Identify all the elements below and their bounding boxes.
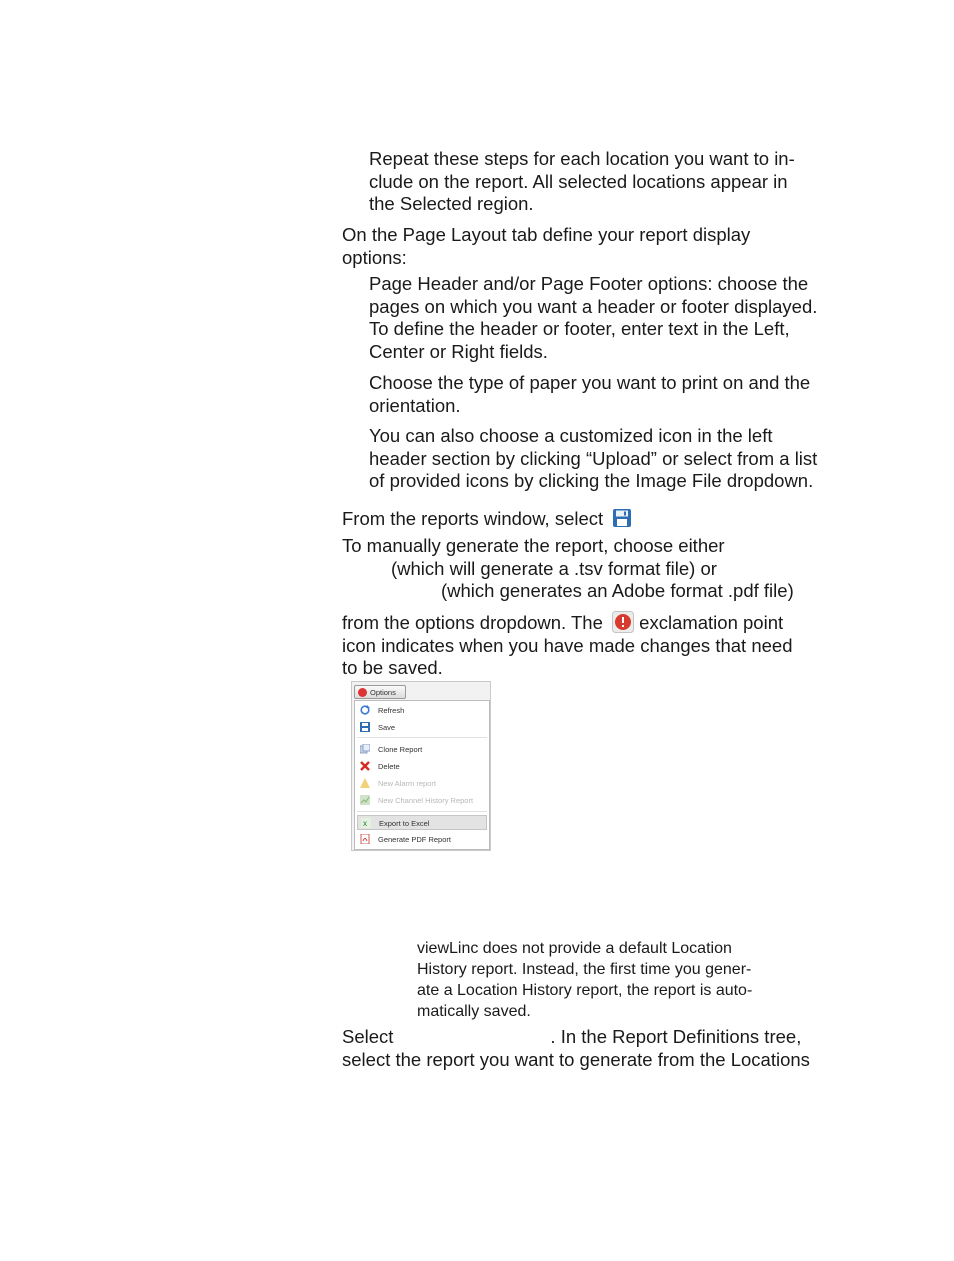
save-step-text: From the reports window, select	[342, 508, 604, 529]
options-dropdown	[354, 700, 490, 850]
menu-item-label: Save	[378, 723, 396, 732]
text-fragment: from the options dropdown. The	[342, 612, 603, 633]
text-line: to be saved.	[342, 657, 443, 678]
text-line: header section by clicking “Upload” or select from a list	[369, 447, 818, 469]
header-footer-paragraph	[369, 273, 829, 363]
menu-item-label: Export to Excel	[379, 819, 430, 828]
text-line: (which generates an Adobe format .pdf file)	[441, 580, 794, 601]
menu-item-delete[interactable]	[357, 759, 487, 774]
text-line	[342, 1026, 822, 1049]
alarm-icon	[360, 778, 370, 788]
menu-separator	[357, 737, 487, 738]
text-line: Center or Right fields.	[369, 340, 548, 362]
menu-item-new-channel-history-report	[357, 793, 487, 808]
text-line	[342, 611, 822, 635]
menu-item-clone-report[interactable]	[357, 742, 487, 757]
icon-choice-paragraph	[369, 425, 829, 493]
text-line: Page Header and/or Page Footer options: choose the	[369, 273, 809, 294]
text-line: On the Page Layout tab define your report display	[342, 224, 751, 245]
text-line: clude on the report. All selected locations appear in	[369, 170, 788, 192]
text-line: To define the header or footer, enter text in the Left,	[369, 318, 790, 339]
options-button[interactable]	[354, 685, 406, 699]
text-line: To manually generate the report, choose either	[342, 535, 725, 556]
save-icon	[612, 508, 632, 528]
note-paragraph	[417, 938, 797, 1022]
text-fragment: exclamation point	[639, 612, 784, 633]
text-line: Choose the type of paper you want to print on and the	[369, 372, 811, 393]
menu-item-generate-pdf-report[interactable]	[357, 832, 487, 847]
menu-item-label: Delete	[378, 762, 400, 771]
text-line: Repeat these steps for each location you want to in-	[369, 148, 795, 169]
text-line: select the report you want to generate from the Locations	[342, 1048, 810, 1070]
menu-separator	[357, 811, 487, 812]
options-label: Options	[370, 688, 396, 697]
generate-paragraph	[342, 535, 822, 603]
svg-text:x: x	[363, 819, 367, 828]
text-fragment: . In the Report Definitions tree,	[550, 1026, 802, 1047]
text-fragment: Select	[342, 1026, 394, 1047]
save-step-paragraph	[342, 508, 822, 531]
paper-paragraph	[369, 372, 829, 417]
text-line: the Selected region.	[369, 193, 534, 214]
text-line: ate a Location History report, the report is auto-	[417, 982, 753, 999]
text-line: matically saved.	[417, 1003, 531, 1020]
menu-item-export-to-excel[interactable]	[357, 815, 487, 830]
pdf-icon	[360, 834, 370, 844]
delete-icon	[360, 761, 370, 771]
options-menu-screenshot	[351, 681, 491, 851]
menu-item-label: Clone Report	[378, 745, 423, 754]
text-line: viewLinc does not provide a default Location	[417, 940, 732, 957]
text-line: (which will generate a .tsv format file) or	[391, 557, 717, 579]
menu-item-save[interactable]	[357, 720, 487, 735]
menu-item-refresh[interactable]	[357, 703, 487, 718]
menu-item-new-alarm-report	[357, 776, 487, 791]
repeat-steps-paragraph	[369, 148, 819, 216]
save-icon	[360, 722, 370, 732]
text-line: History report. Instead, the first time you gener-	[417, 961, 752, 978]
text-line: options:	[342, 246, 407, 268]
text-line: orientation.	[369, 394, 461, 416]
menu-item-label: New Channel History Report	[378, 796, 474, 805]
text-line: of provided icons by clicking the Image File dropdown.	[369, 470, 814, 491]
exclamation-icon	[612, 611, 634, 633]
menu-item-label: Refresh	[378, 706, 405, 715]
options-paragraph	[342, 611, 822, 680]
refresh-icon	[360, 705, 370, 715]
text-line: pages on which you want a header or footer displayed.	[369, 295, 818, 317]
select-step-paragraph	[342, 1026, 822, 1071]
exclamation-icon	[358, 688, 367, 697]
menu-item-label: New Alarm report	[378, 779, 436, 788]
chart-icon	[360, 795, 370, 805]
menu-item-label: Generate PDF Report	[378, 835, 451, 844]
excel-icon	[361, 818, 371, 828]
text-line: icon indicates when you have made changes that need	[342, 634, 793, 656]
text-line: You can also choose a customized icon in the left	[369, 425, 773, 446]
clone-icon	[360, 744, 370, 754]
page-layout-paragraph	[342, 224, 822, 269]
